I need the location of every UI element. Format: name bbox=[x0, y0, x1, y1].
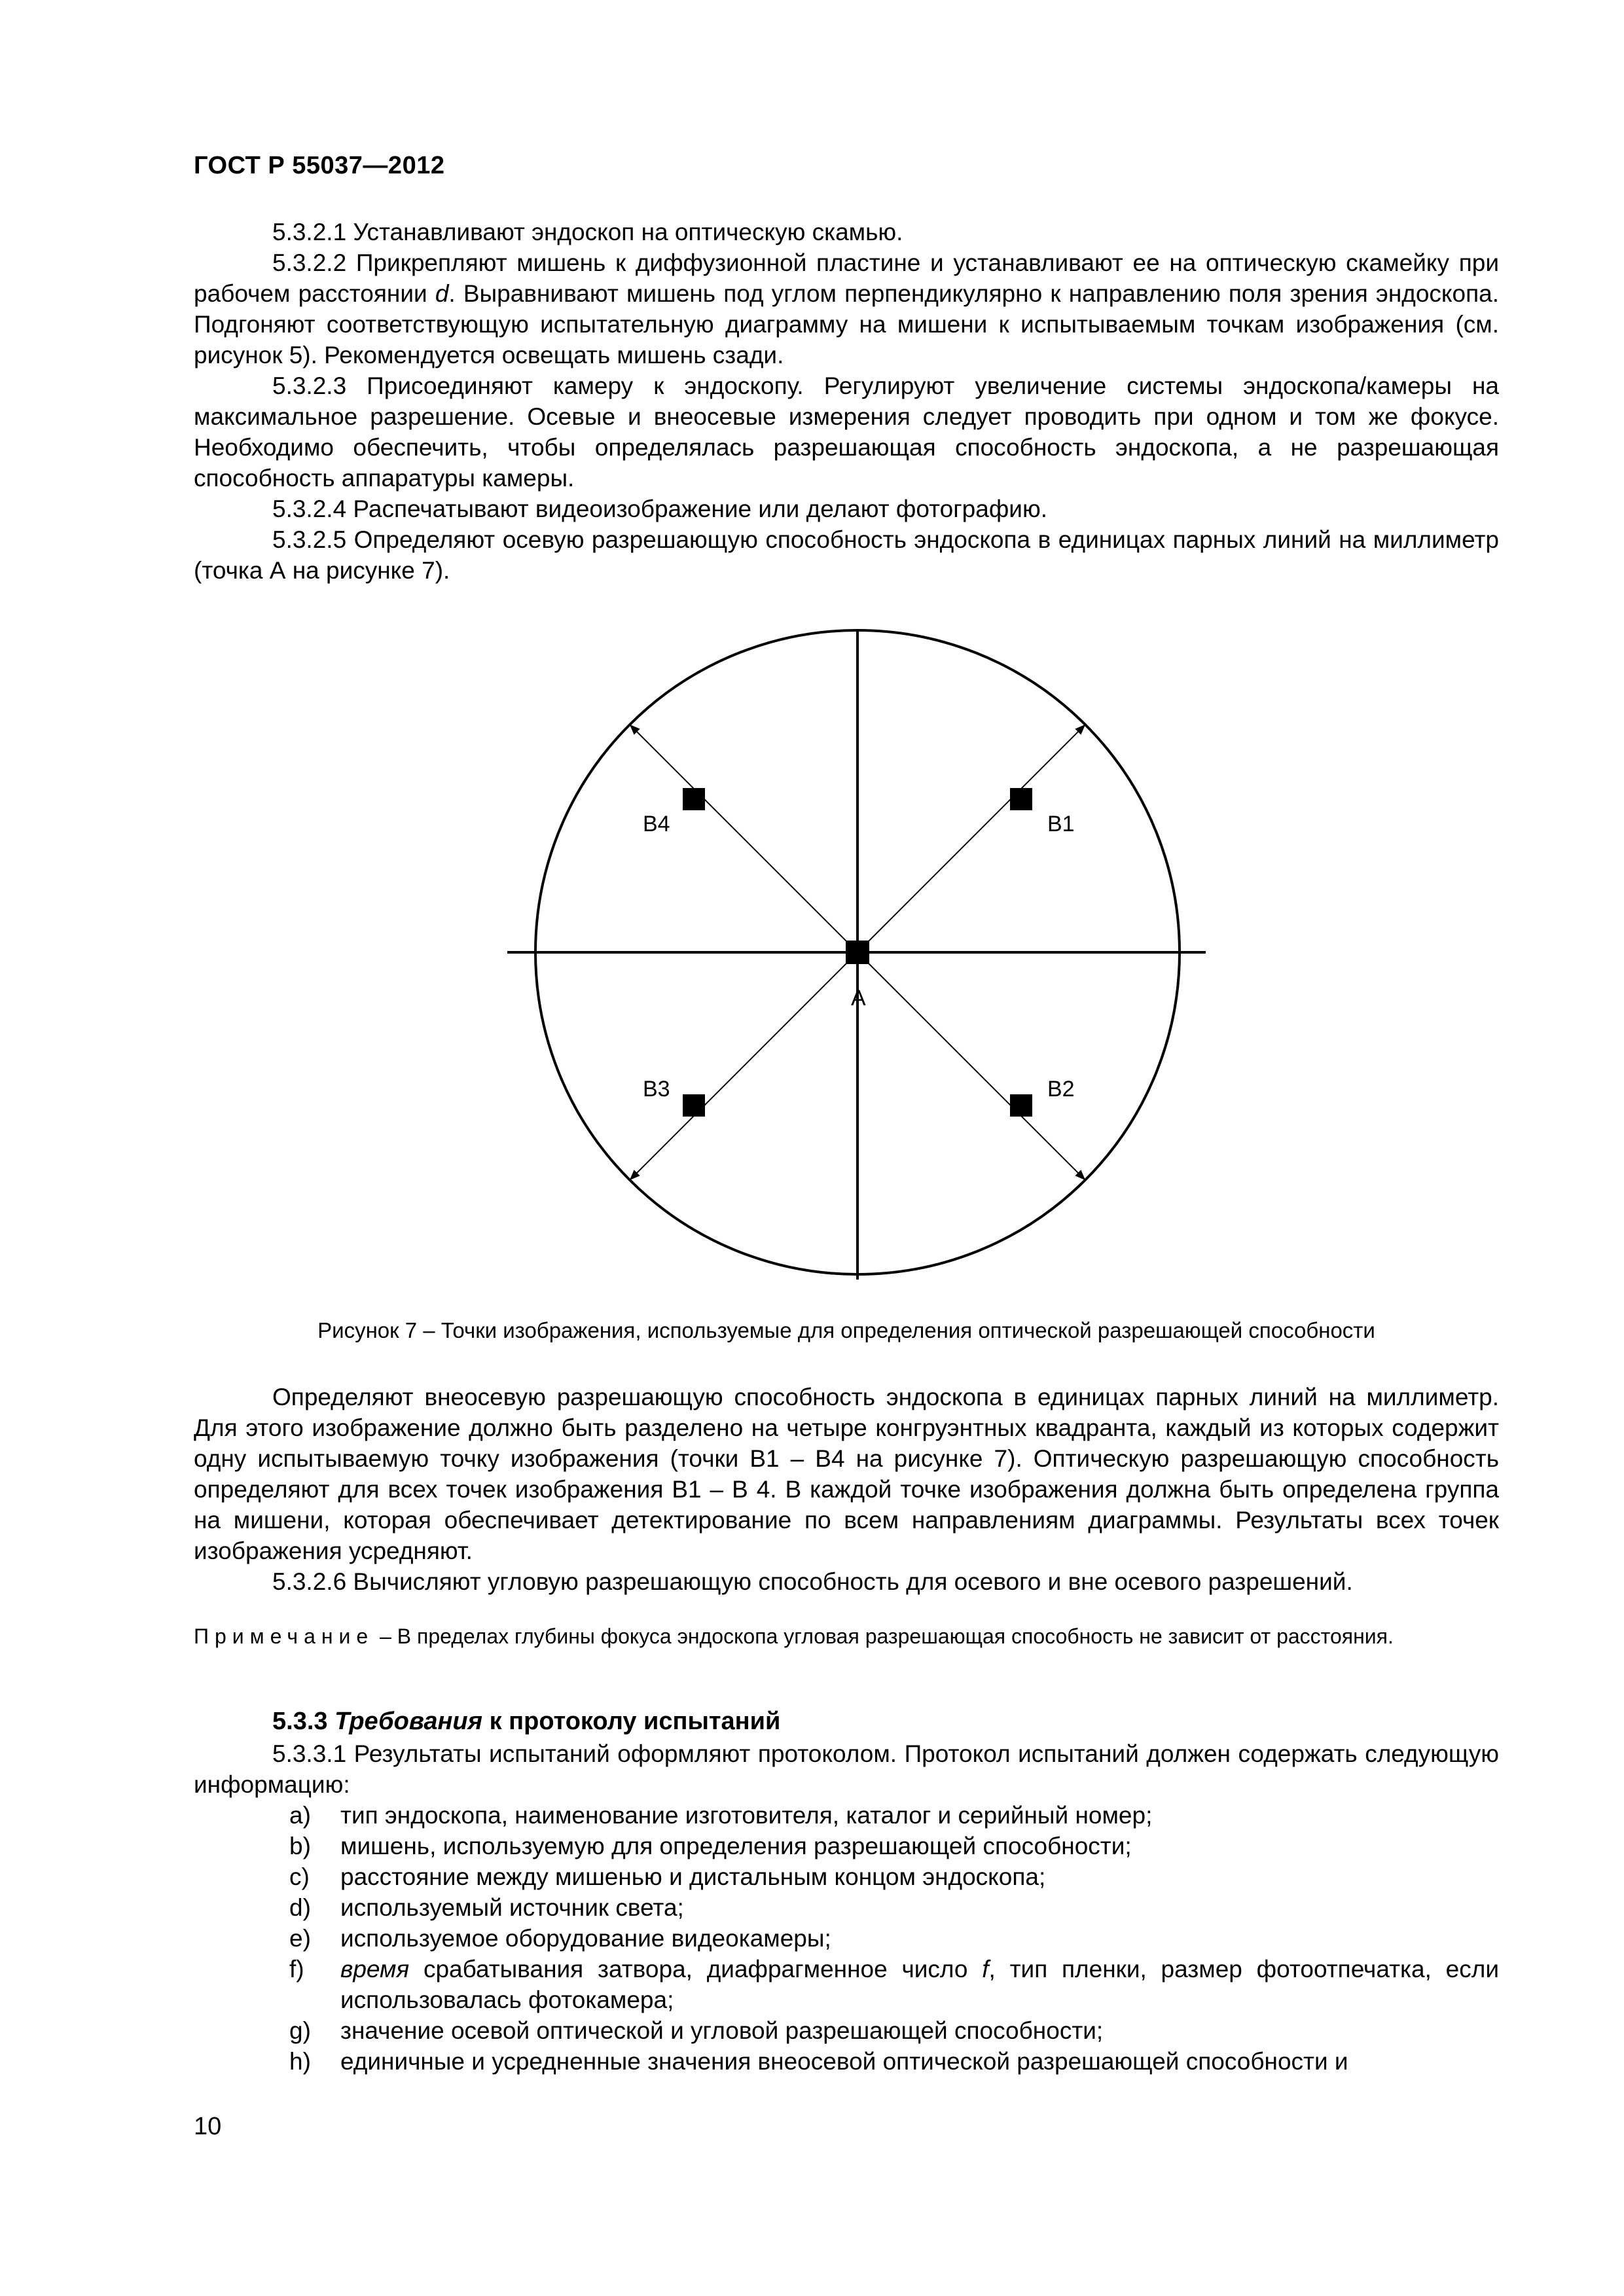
list-item-text: мишень, используемую для определения разрешающей способности; bbox=[340, 1833, 1132, 1859]
list-item-f bbox=[194, 1954, 1499, 2015]
list-item-text: используемый источник света; bbox=[340, 1894, 684, 1921]
label-a: А bbox=[851, 986, 866, 1011]
list-marker: e) bbox=[289, 1925, 311, 1952]
label-b4: В4 bbox=[643, 812, 670, 836]
list-item-d bbox=[194, 1892, 1499, 1923]
page-number: 10 bbox=[194, 2113, 222, 2140]
list-item-e bbox=[194, 1923, 1499, 1954]
list-item-text: , тип пленки, размер фотоотпечатка, если использовалась фотокамера; bbox=[340, 1956, 1499, 2013]
text-block-middle bbox=[194, 1382, 1499, 1597]
note-text: – В пределах глубины фокуса эндоскопа угловая разрешающая способность не зависит от расстояния. bbox=[374, 1624, 1394, 1648]
section-number: 5.3.3 bbox=[272, 1708, 335, 1735]
list-item-text: используемое оборудование видеокамеры; bbox=[340, 1925, 831, 1952]
protocol-list-block bbox=[194, 1738, 1499, 2077]
list-marker: d) bbox=[289, 1894, 311, 1921]
list-marker: f) bbox=[289, 1956, 304, 1982]
text-block-top bbox=[194, 217, 1499, 586]
figure-7-diagram bbox=[497, 615, 1218, 1342]
point-b4-marker bbox=[683, 788, 705, 810]
paragraph-text: 5.3.2.2 Прикрепляют мишень к диффузионной пластине и устанавливают ее на оптическую скамейку при рабочем расстоянии bbox=[194, 249, 1499, 307]
label-b3: В3 bbox=[643, 1077, 670, 1102]
section-heading-5-3-3 bbox=[272, 1708, 780, 1736]
list-item-c bbox=[194, 1861, 1499, 1892]
paragraph-5-3-3-1: 5.3.3.1 Результаты испытаний оформляют протоколом. Протокол испытаний должен содержать следующую информацию: bbox=[194, 1740, 1499, 1798]
paragraph-5-3-2-1: 5.3.2.1 Устанавливают эндоскоп на оптическую скамью. bbox=[272, 219, 903, 245]
paragraph-off-axis: Определяют внеосевую разрешающую способность эндоскопа в единицах парных линий на миллиметр. Для этого изображение должно быть разделено на четыре конгруэнтных квадранта, каждый из которых содержит одну испытываемую точку изображения (точки В1 – В4 на рисунке 7). Оптическую разрешающую способность определяют для всех точек изображения В1 – В 4. В каждой точке изображения должна быть определена группа на мишени, которая обеспечивает детектирование по всем направлениям диаграммы. Результаты всех точек изображения усредняют. bbox=[194, 1384, 1499, 1564]
paragraph-5-3-2-6: 5.3.2.6 Вычисляют угловую разрешающую способность для осевого и вне осевого разрешений. bbox=[272, 1568, 1353, 1595]
list-marker: g) bbox=[289, 2017, 311, 2044]
list-item-text: расстояние между мишенью и дистальным концом эндоскопа; bbox=[340, 1863, 1046, 1890]
list-item-text: срабатывания затвора, диафрагменное число bbox=[409, 1956, 983, 1982]
paragraph-text: . Выравнивают мишень под углом перпендикулярно к направлению поля зрения эндоскопа. Подгоняют соответствующую испытательную диаграмму на мишени к испытываемым точкам изображения (см. рисунок 5). Рекомендуется освещать мишень сзади. bbox=[194, 280, 1499, 368]
list-item-g bbox=[194, 2015, 1499, 2046]
section-title-italic: Требования bbox=[334, 1708, 483, 1735]
document-header: ГОСТ Р 55037—2012 bbox=[194, 152, 445, 179]
point-a-marker bbox=[846, 941, 869, 964]
note-label: Примечание bbox=[194, 1624, 374, 1648]
list-item-text: тип эндоскопа, наименование изготовителя, каталог и серийный номер; bbox=[340, 1802, 1153, 1829]
list-marker: a) bbox=[289, 1802, 311, 1829]
label-b2: В2 bbox=[1047, 1077, 1075, 1102]
list-item-text: значение осевой оптической и угловой разрешающей способности; bbox=[340, 2017, 1104, 2044]
figure-caption: Рисунок 7 – Точки изображения, используемые для определения оптической разрешающей способности bbox=[317, 1318, 1375, 1342]
diagonal-b1 bbox=[857, 725, 1085, 952]
list-marker: b) bbox=[289, 1833, 311, 1859]
list-item-italic: время bbox=[340, 1956, 410, 1982]
diagonal-b3 bbox=[630, 952, 857, 1179]
point-b1-marker bbox=[1010, 788, 1032, 810]
paragraph-5-3-2-3: 5.3.2.3 Присоединяют камеру к эндоскопу. Регулируют увеличение системы эндоскопа/камеры на максимальное разрешение. Осевые и внеосевые измерения следует проводить при одном и том же фокусе. Необходимо обеспечить, чтобы определялась разрешающая способность эндоскопа, а не разрешающая способность аппаратуры камеры. bbox=[194, 372, 1499, 492]
paragraph-5-3-2-5: 5.3.2.5 Определяют осевую разрешающую способность эндоскопа в единицах парных линий на миллиметр (точка А на рисунке 7). bbox=[194, 526, 1499, 584]
diagonal-b4 bbox=[630, 725, 857, 952]
diagonal-b2 bbox=[857, 952, 1085, 1179]
list-item-b bbox=[194, 1831, 1499, 1861]
list-marker: c) bbox=[289, 1863, 310, 1890]
figure-7 bbox=[497, 615, 1218, 1342]
note bbox=[194, 1623, 1499, 1650]
paragraph-5-3-2-2 bbox=[194, 247, 1499, 370]
list-item-a bbox=[194, 1800, 1499, 1831]
point-b3-marker bbox=[683, 1094, 705, 1117]
variable-f: f bbox=[982, 1956, 989, 1982]
label-b1: В1 bbox=[1047, 812, 1075, 836]
list-item-text: единичные и усредненные значения внеосевой оптической разрешающей способности и bbox=[340, 2048, 1348, 2075]
variable-d: d bbox=[435, 280, 449, 307]
list-item-h bbox=[194, 2046, 1499, 2077]
paragraph-5-3-2-4: 5.3.2.4 Распечатывают видеоизображение или делают фотографию. bbox=[272, 495, 1047, 522]
list-marker: h) bbox=[289, 2048, 311, 2075]
section-title-rest: к протоколу испытаний bbox=[482, 1708, 781, 1735]
point-b2-marker bbox=[1010, 1094, 1032, 1117]
